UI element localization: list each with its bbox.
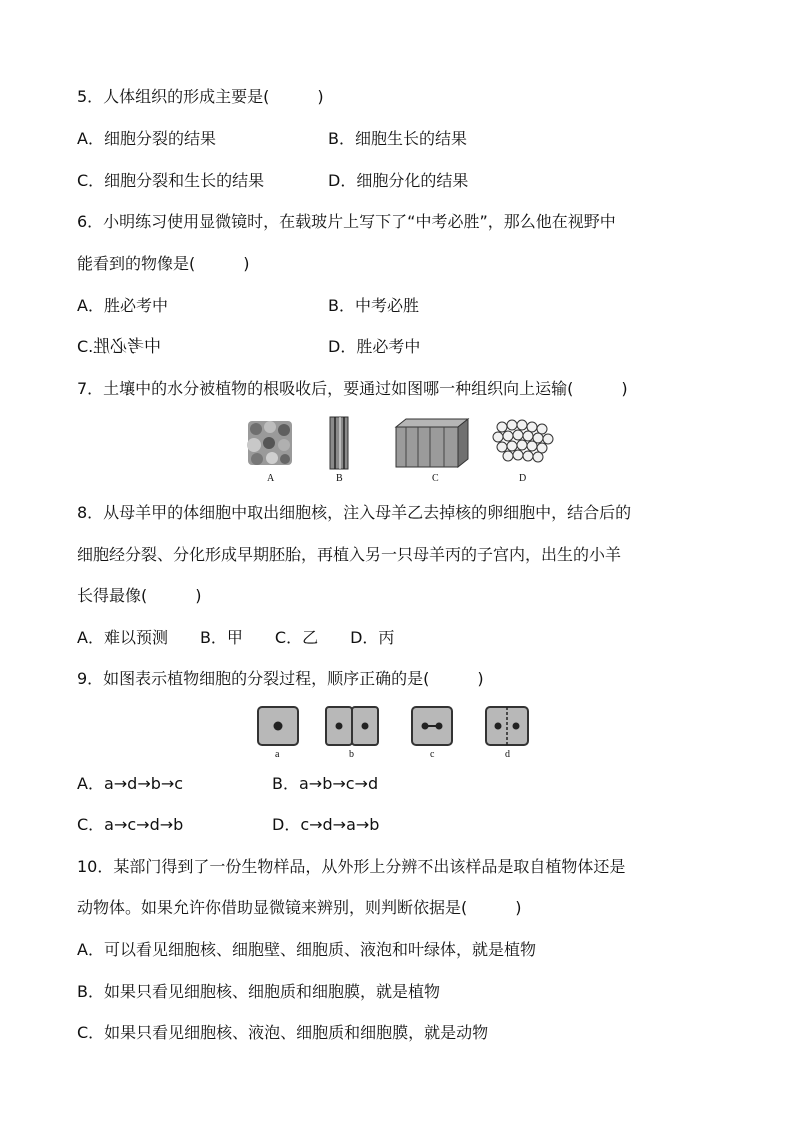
q9-option-b: B．a→b→c→d	[272, 774, 379, 793]
q10-option-c: C．如果只看见细胞核、液泡、细胞质和细胞膜，就是动物	[77, 1023, 489, 1042]
cell-label-d: d	[505, 749, 510, 760]
tissue-c-image	[396, 419, 468, 467]
cell-c-image	[412, 707, 452, 745]
q6-option-b: B．中考必胜	[328, 296, 419, 315]
q6-option-c-prefix: C.	[77, 337, 94, 356]
tissue-label-a: A	[267, 473, 275, 484]
q9-option-c: C．a→c→d→b	[77, 815, 184, 834]
q10-stem-line2: 动物体。如果允许你借助显微镜来辨别，则判断依据是( )	[77, 898, 522, 917]
q9-option-a: A．a→d→b→c	[77, 774, 184, 793]
tissue-label-c: C	[432, 473, 439, 484]
cell-b-image	[326, 707, 378, 745]
tissue-b-image	[330, 417, 348, 469]
cell-a-image	[258, 707, 298, 745]
cell-d-image	[486, 707, 528, 745]
q6-option-d: D．胜必考中	[328, 337, 421, 356]
q6-option-a: A．胜必考中	[77, 296, 168, 315]
q8-stem-line3: 长得最像( )	[77, 586, 202, 605]
q6-stem-line1: 6．小明练习使用显微镜时，在载玻片上写下了“中考必胜”，那么他在视野中	[77, 212, 616, 231]
q5-option-a: A．细胞分裂的结果	[77, 129, 216, 148]
q5-option-b: B．细胞生长的结果	[328, 129, 467, 148]
q9-option-d: D．c→d→a→b	[272, 815, 380, 834]
q6-option-c	[77, 336, 161, 358]
cell-label-b: b	[349, 749, 354, 760]
q5-option-c: C．细胞分裂和生长的结果	[77, 171, 265, 190]
cell-label-a: a	[275, 749, 280, 760]
q9-cell-division-figure	[250, 703, 550, 763]
tissue-label-b: B	[336, 473, 343, 484]
q9-stem: 9．如图表示植物细胞的分裂过程，顺序正确的是( )	[77, 669, 484, 688]
tissue-a-image	[247, 421, 292, 465]
q5-option-d: D．细胞分化的结果	[328, 171, 469, 190]
q8-stem-line1: 8．从母羊甲的体细胞中取出细胞核，注入母羊乙去掉核的卵细胞中，结合后的	[77, 503, 632, 522]
q5-stem: 5．人体组织的形成主要是( )	[77, 87, 324, 106]
cell-label-c: c	[430, 749, 435, 760]
tissue-d-image	[493, 420, 553, 462]
q10-option-b: B．如果只看见细胞核、细胞质和细胞膜，就是植物	[77, 982, 440, 1001]
tissue-label-d: D	[519, 473, 527, 484]
q8-stem-line2: 细胞经分裂、分化形成早期胚胎，再植入另一只母羊丙的子宫内，出生的小羊	[77, 545, 622, 564]
q10-stem-line1: 10．某部门得到了一份生物样品，从外形上分辨不出该样品是取自植物体还是	[77, 857, 626, 876]
q10-option-a: A．可以看见细胞核、细胞壁、细胞质、液泡和叶绿体，就是植物	[77, 940, 536, 959]
q6-stem-line2: 能看到的物像是( )	[77, 254, 250, 273]
q6-option-c-mirrored-text: 中考必胜	[93, 337, 162, 357]
q8-options: A．难以预测 B．甲 C．乙 D．丙	[77, 628, 395, 647]
q7-tissue-figure	[240, 415, 560, 487]
q7-stem: 7．土壤中的水分被植物的根吸收后，要通过如图哪一种组织向上运输( )	[77, 379, 628, 398]
